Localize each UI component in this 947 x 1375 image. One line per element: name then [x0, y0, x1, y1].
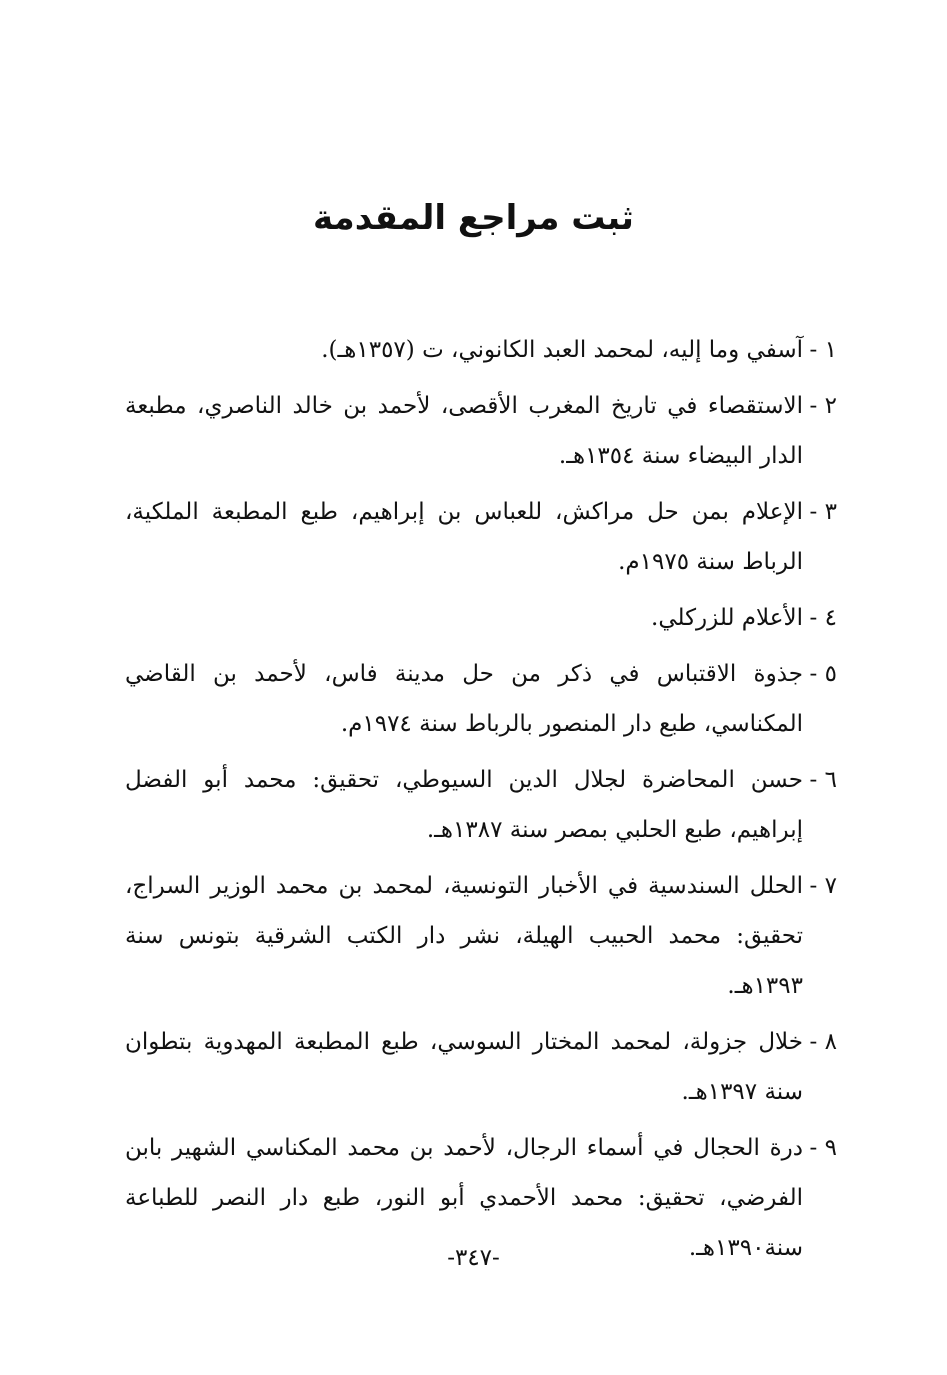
reference-item — [125, 649, 837, 749]
reference-number: ٧ - — [809, 873, 837, 899]
references-list — [125, 325, 837, 1279]
reference-number: ٨ - — [809, 1029, 837, 1055]
reference-item — [125, 325, 837, 375]
reference-item — [125, 487, 837, 587]
reference-text: آسفي وما إليه، لمحمد العبد الكانوني، ت (١٣٥٧هـ). — [321, 337, 803, 363]
reference-number: ٤ - — [809, 605, 837, 631]
reference-item — [125, 861, 837, 1011]
reference-item — [125, 755, 837, 855]
page-title: ثبت مراجع المقدمة — [313, 198, 634, 238]
reference-text: حسن المحاضرة لجلال الدين السيوطي، تحقيق: محمد أبو الفضل إبراهيم، طبع الحلبي بمصر سنة ١٣٨٧هـ. — [125, 767, 803, 843]
reference-text: الإعلام بمن حل مراكش، للعباس بن إبراهيم، طبع المطبعة الملكية، الرباط سنة ١٩٧٥م. — [125, 499, 803, 575]
reference-item — [125, 593, 837, 643]
reference-number: ٥ - — [809, 661, 837, 687]
reference-number: ٦ - — [809, 767, 837, 793]
reference-item — [125, 1017, 837, 1117]
reference-item — [125, 381, 837, 481]
reference-text: الأعلام للزركلي. — [651, 605, 803, 631]
reference-text: خلال جزولة، لمحمد المختار السوسي، طبع المطبعة المهدوية بتطوان سنة ١٣٩٧هـ. — [125, 1029, 803, 1105]
reference-number: ٩ - — [809, 1135, 837, 1161]
reference-text: الحلل السندسية في الأخبار التونسية، لمحمد بن محمد الوزير السراج، تحقيق: محمد الحبيب الهيلة، نشر دار الكتب الشرقية بتونس سنة ١٣٩٣هـ. — [125, 873, 803, 999]
page-number: -٣٤٧- — [447, 1245, 500, 1271]
reference-number: ٣ - — [809, 499, 837, 525]
reference-text: الاستقصاء في تاريخ المغرب الأقصى، لأحمد بن خالد الناصري، مطبعة الدار البيضاء سنة ١٣٥٤هـ. — [125, 393, 803, 469]
reference-number: ٢ - — [809, 393, 837, 419]
reference-number: ١ - — [809, 337, 837, 363]
reference-text: جذوة الاقتباس في ذكر من حل مدينة فاس، لأحمد بن القاضي المكناسي، طبع دار المنصور بالرباط سنة ١٩٧٤م. — [125, 661, 803, 737]
reference-text: درة الحجال في أسماء الرجال، لأحمد بن محمد المكناسي الشهير بابن الفرضي، تحقيق: محمد الأحمدي أبو النور، طبع دار النصر للطباعة سنة١٣٩٠هـ. — [125, 1135, 803, 1261]
